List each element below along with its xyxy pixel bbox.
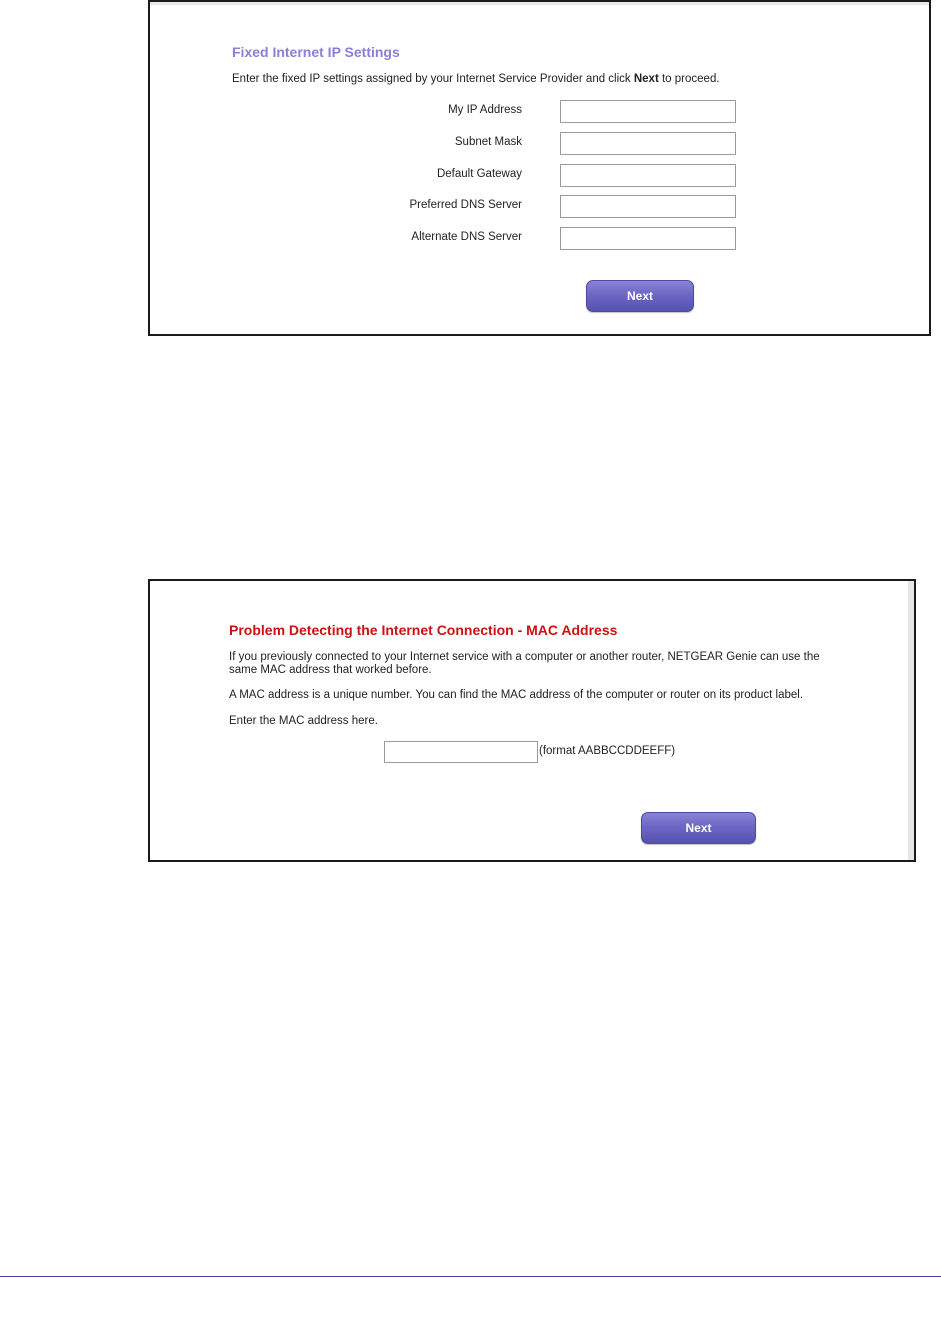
field-row-subnet-mask (150, 132, 933, 156)
mac-address-panel (148, 579, 916, 862)
preferred-dns-label: Preferred DNS Server (409, 199, 522, 211)
ip-address-label: My IP Address (448, 104, 522, 116)
footer-divider (0, 1276, 941, 1277)
subnet-mask-input[interactable] (560, 132, 736, 155)
field-row-alternate-dns (150, 227, 933, 251)
field-row-preferred-dns (150, 195, 933, 219)
field-row-ip-address (150, 100, 933, 124)
subnet-mask-label: Subnet Mask (454, 136, 522, 148)
alternate-dns-input[interactable] (560, 227, 736, 250)
mac-problem-title: Problem Detecting the Internet Connection - MAC Address (229, 622, 618, 638)
mac-address-input[interactable] (384, 741, 538, 763)
next-button[interactable]: Next (641, 812, 756, 844)
ip-address-input[interactable] (560, 100, 736, 123)
fixed-ip-settings-panel (148, 0, 931, 336)
fixed-ip-intro (232, 73, 720, 85)
mac-explanation-text: If you previously connected to your Internet service with a computer or another router, NETGEAR Genie can use the same MAC address that worked before. (229, 651, 820, 676)
next-button[interactable]: Next (586, 280, 694, 312)
mac-definition-text: A MAC address is a unique number. You can find the MAC address of the computer or router on its product label. (229, 689, 804, 701)
field-row-default-gateway (150, 164, 933, 188)
default-gateway-label: Default Gateway (436, 168, 522, 180)
mac-enter-prompt: Enter the MAC address here. (229, 715, 378, 727)
preferred-dns-input[interactable] (560, 195, 736, 218)
intro-text-bold: Next (633, 73, 659, 85)
intro-text-suffix: to proceed. (658, 73, 720, 85)
default-gateway-input[interactable] (560, 164, 736, 187)
fixed-ip-title: Fixed Internet IP Settings (232, 44, 400, 60)
scrollbar-track[interactable] (908, 581, 914, 860)
alternate-dns-label: Alternate DNS Server (411, 231, 522, 243)
panel-top-bar (150, 2, 929, 5)
mac-format-hint: (format AABBCCDDEEFF) (539, 745, 676, 757)
intro-text-prefix: Enter the fixed IP settings assigned by your Internet Service Provider and click (232, 73, 634, 85)
